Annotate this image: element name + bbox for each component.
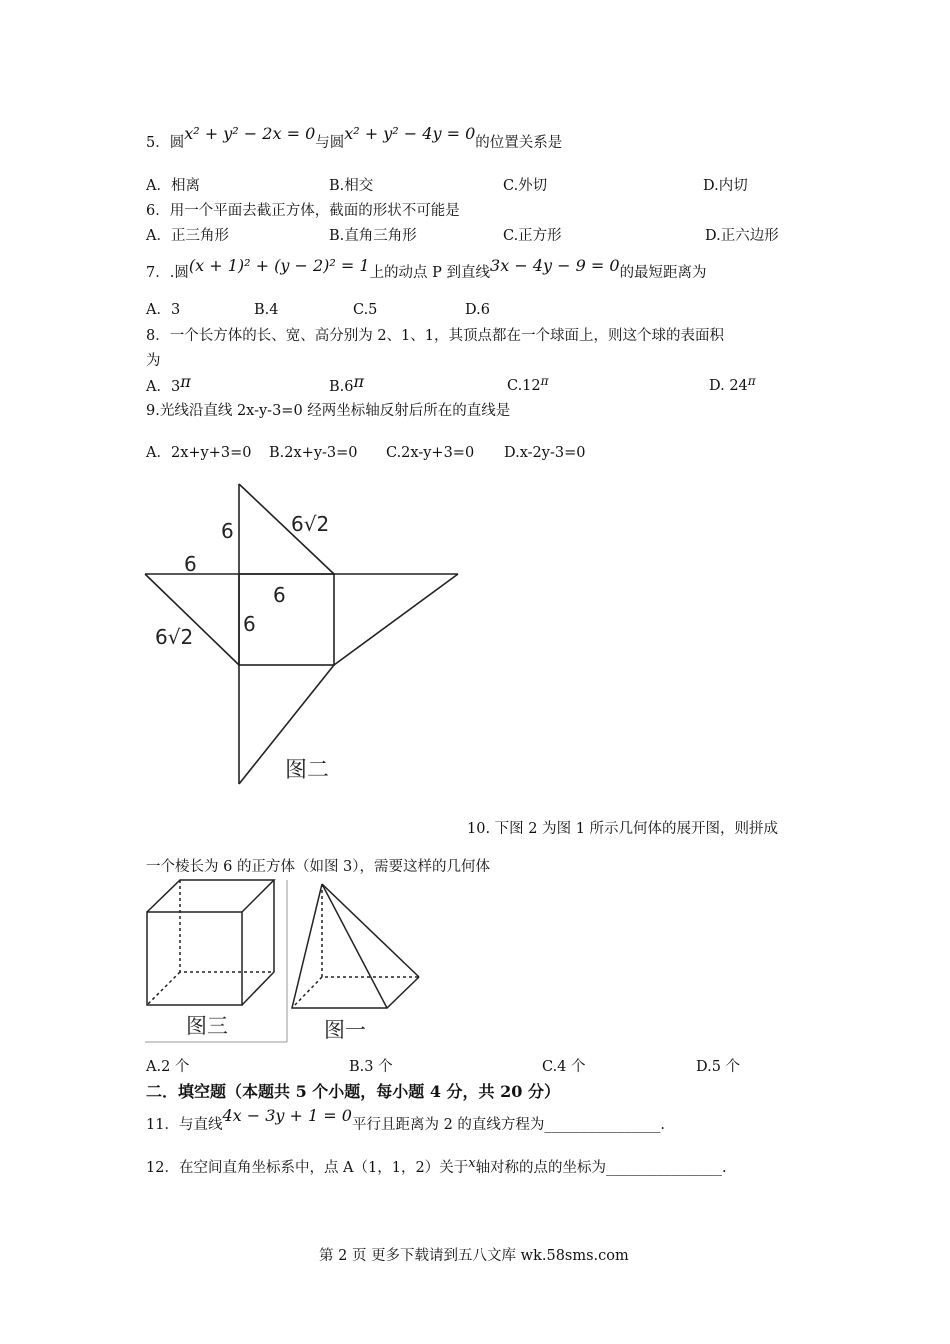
pi-symbol: π (540, 374, 549, 388)
q5-option-b: B.相交 (329, 178, 374, 194)
q9-option-a: A．2x+y+3=0 (146, 445, 252, 461)
q7-equation-2: 3x − 4y − 9 = 0 (490, 256, 620, 275)
q12-line (146, 1158, 727, 1179)
q8-option-a: A．3π (146, 372, 191, 395)
q7-suffix: 的最短距离为 (619, 265, 707, 281)
q10-stem-line2: 一个棱长为 6 的正方体（如图 3），需要这样的几何体 (146, 859, 491, 875)
figure-3-caption: 图三 (186, 1014, 228, 1038)
q11-equation: 4x − 3y + 1 = 0 (222, 1106, 352, 1125)
pi-symbol: π (747, 374, 756, 388)
pi-symbol: π (353, 372, 365, 391)
q11-suffix: 平行且距离为 2 的直线方程为________________. (351, 1117, 666, 1133)
label-6root2-left: 6√2 (155, 625, 194, 649)
q5-prefix: 5．圆 (146, 135, 185, 151)
q6-option-d: D.正六边形 (705, 228, 779, 244)
q6-stem: 6．用一个平面去截正方体，截面的形状不可能是 (146, 203, 460, 219)
q5-option-d: D.内切 (703, 178, 748, 194)
q5-equation-1: x² + y² − 2x = 0 (184, 124, 316, 143)
q8-option-c: $C.12^\pi$ (507, 374, 549, 394)
q9-stem: 9.光线沿直线 2x-y-3=0 经两坐标轴反射后所在的直线是 (146, 403, 511, 419)
q8-stem-line2: 为 (146, 353, 161, 369)
q6-option-c: C.正方形 (503, 228, 562, 244)
q8-option-d: D. $24^\pi$ (709, 374, 756, 394)
q5-option-a: A．相离 (146, 178, 200, 194)
q10-stem-line1: 10. 下图 2 为图 1 所示几何体的展开图，则拼成 (467, 821, 779, 837)
q8-stem-line1: 8．一个长方体的长、宽、高分别为 2、1、1，其顶点都在一个球面上，则这个球的表面积 (146, 328, 725, 344)
q12-variable: x (468, 1156, 476, 1171)
q12-suffix: 轴对称的点的坐标为________________. (475, 1160, 727, 1176)
q11-prefix: 11．与直线 (146, 1117, 223, 1133)
pyramid-figure (292, 884, 419, 1008)
q11-line (146, 1106, 666, 1135)
label-6-inner: 6 (243, 612, 256, 636)
q5-option-c: C.外切 (503, 178, 548, 194)
cube-figure (147, 880, 274, 1005)
q6-option-b: B.直角三角形 (329, 228, 417, 244)
label-6-left: 6 (184, 552, 197, 576)
page-footer: 第 2 页 更多下载请到五八文库 wk.58sms.com (319, 1248, 629, 1264)
q10-option-c: C.4 个 (542, 1059, 586, 1075)
q6-option-a: A．正三角形 (146, 228, 229, 244)
q7-option-c: C.5 (353, 302, 378, 318)
q5-equation-2: x² + y² − 4y = 0 (344, 124, 476, 143)
label-6root2-top: 6√2 (291, 512, 330, 536)
figure-1-caption: 图一 (324, 1018, 366, 1042)
label-6-center: 6 (273, 583, 286, 607)
q7-option-a: A．3 (146, 302, 181, 318)
q10-option-d: D.5 个 (696, 1059, 741, 1075)
q5-suffix: 的位置关系是 (475, 135, 563, 151)
q10-option-a: A.2 个 (146, 1059, 190, 1075)
q7-option-b: B.4 (254, 302, 279, 318)
q7-mid: 上的动点 P 到直线 (369, 265, 491, 281)
q9-option-d: D.x-2y-3=0 (504, 445, 586, 461)
q12-prefix: 12．在空间直角坐标系中，点 A（1，1，2）关于 (146, 1160, 469, 1176)
pi-symbol: π (180, 372, 191, 391)
q9-option-b: B.2x+y-3=0 (269, 445, 358, 461)
q8-option-b: B.6π (329, 372, 365, 395)
q5-mid: 与圆 (315, 135, 345, 151)
section-2-heading: 二．填空题（本题共 5 个小题，每小题 4 分，共 20 分） (146, 1082, 560, 1101)
figure-2-caption: 图二 (285, 758, 330, 783)
label-6-top: 6 (221, 519, 234, 543)
q7-equation-1: (x + 1)² + (y − 2)² = 1 (188, 256, 370, 275)
q7-option-d: D.6 (465, 302, 490, 318)
q7-prefix: 7．.圆 (146, 265, 189, 281)
q9-option-c: C.2x-y+3=0 (386, 445, 475, 461)
q10-option-b: B.3 个 (349, 1059, 393, 1075)
